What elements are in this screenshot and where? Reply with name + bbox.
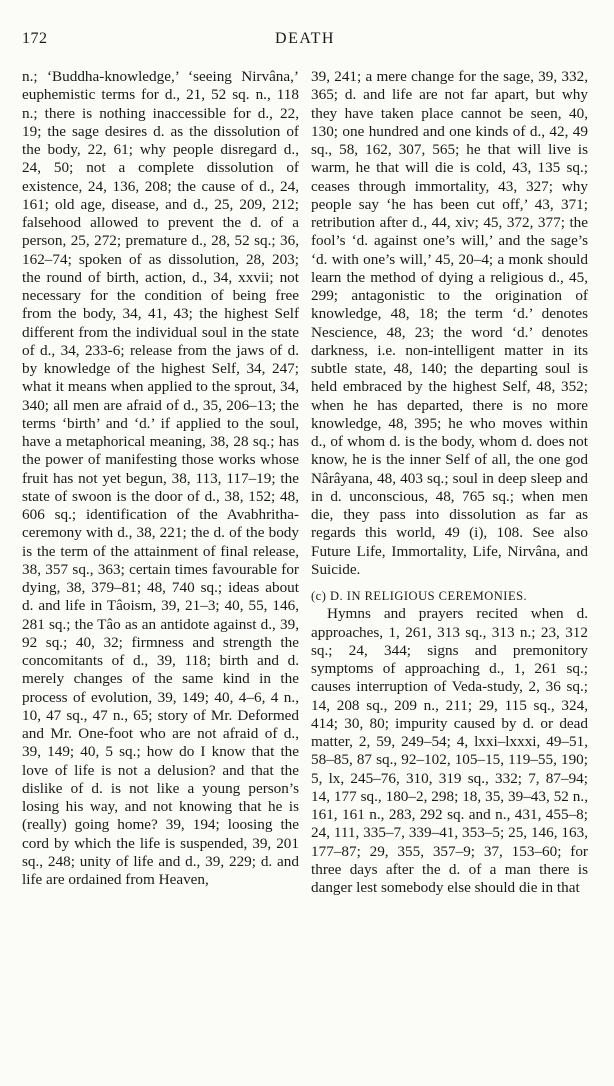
index-entry-text: n.; ‘Buddha-knowledge,’ ‘seeing Nirvâna,’ euphemistic terms for d., 21, 52 sq. n., 118 n.; there is nothing inaccessible for d., 22, 19; the sage desires d. as the dissolution of the body, 22, 61; why people disregard d., 24, 50; not a complete dissolution of existence, 24, 136, 208; the cause of d., 24, 161; old age, disease, and d., 25, 209, 212; falsehood allowed to prevent the d. of a person, 25, 272; premature d., 28, 52 sq.; 36, 162–74; spoken of as dissolution, 28, 203; the round of birth, action, d., 34, xxvii; not necessary for the condition of being free from the body, 34, 41, 43; the highest Self different from the individual soul in the state of d., 34, 233-6; release from the jaws of d. by knowledge of the highest Self, 34, 247; what it means when applied to the sprout, 34, 340; all men are afraid of d., 35, 206–13; the terms ‘birth’ and ‘d.’ if applied to the soul, have a metaphorical meaning, 38, 28 sq.; has the power of manifesting those works whose fruit has not yet begun, 38, 113, 117–19; the state of swoon is the door of d., 38, 152; 48, 606 sq.; identification of the Avabhritha-ceremony with d., 38, 221; the d. of the body is the term of the attainment of final release, 38, 357 sq., 363; certain times favourable for dying, 38, 379–81; 48, 740 sq.; ideas about d. and life in Tâoism, 39, 21–3; 40, 55, 146, 281 sq.; the Tâo as an antidote against d., 39, 92 sq.; 40, 32; firmness and strength the concomitants of d., 39, 118; birth and d. merely changes of the same kind in the process of evolution, 39, 149; 40, 4–6, 4 n., 10, 47 sq., 47 n., 65; story of Mr. Deformed and Mr. One-foot who are not afraid of d., 39, 149; 40, 5 sq.; how do I know that the love of life is not a delusion? and that the dislike of d. is not like a young person’s losing his way, and not knowing that he is (really) going home? 39, 194; loosing the cord by which the life is suspended, 39, 201 sq., 248; unity of life and d., 39, 229; d. and life are ordained from Heaven, xyxy=(22,68,299,888)
section-heading: (c) D. IN RELIGIOUS CEREMONIES. xyxy=(311,589,528,603)
section-body: Hymns and prayers recited when d. approaches, 1, 261, 313 sq., 313 n.; 23, 312 sq.; 24, 344; signs and premonitory symptoms of approaching d., 1, 261 sq.; causes interruption of Veda-study, 2, 36 sq.; 14, 208 sq., 209 n., 211; 29, 115 sq., 324, 414; 30, 80; impurity caused by d. or dead matter, 2, 59, 249–54; 4, lxxi–lxxxi, 49–51, 58–85, 87 sq., 92–102, 105–15, 119–55, 190; 5, lx, 245–76, 310, 319 sq., 332; 7, 87–94; 14, 177 sq., 180–2, 298; 18, 35, 39–43, 52 n., 161, 161 n., 283, 292 sq. and n., 431, 455–8; 24, 111, 335–7, 339–41, 353–5; 25, 146, 163, 177–87; 29, 355, 357–9; 37, 153–60; for three days after the d. of a man there is danger lest somebody else should die in that xyxy=(311,605,588,896)
running-header xyxy=(22,30,588,54)
right-column xyxy=(311,68,588,897)
page-title: DEATH xyxy=(275,30,335,47)
index-entry-continuation: 39, 241; a mere change for the sage, 39, 332, 365; d. and life are not far apart, but why they have taken place cannot be seen, 40, 130; one hundred and one kinds of d., 42, 49 sq., 58, 162, 307, 565; he that will live is warm, he that will die is cold, 43, 135 sq.; ceases through immortality, 43, 327; why people say ‘he has been cut off,’ 43, 371; retribution after d., 44, xiv; 45, 372, 377; the fool’s ‘d. against one’s will,’ and the sage’s ‘d. with one’s will,’ 45, 20–4; a monk should learn the method of dying a religious d., 45, 299; antagonistic to the origination of knowledge, 48, 18; the term ‘d.’ denotes Nescience, 48, 23; the word ‘d.’ denotes darkness, i.e. non-intelligent matter in its subtle state, 48, 140; the departing soul is held embraced by the highest Self, 48, 352; when he has departed, there is no more knowledge, 48, 395; he who moves within d., of whom d. is the body, whom d. does not know, he is the inner Self of all, the one god Nârâyana, 48, 403 sq.; soul in deep sleep and in d. unconscious, 48, 765 sq.; when men die, they pass into dissolution as far as regards this world, 49 (i), 108. See also Future Life, Immortality, Life, Nirvâna, and Suicide. xyxy=(311,68,588,578)
page-number: 172 xyxy=(22,30,48,47)
left-column xyxy=(22,68,299,897)
text-columns xyxy=(22,68,588,897)
